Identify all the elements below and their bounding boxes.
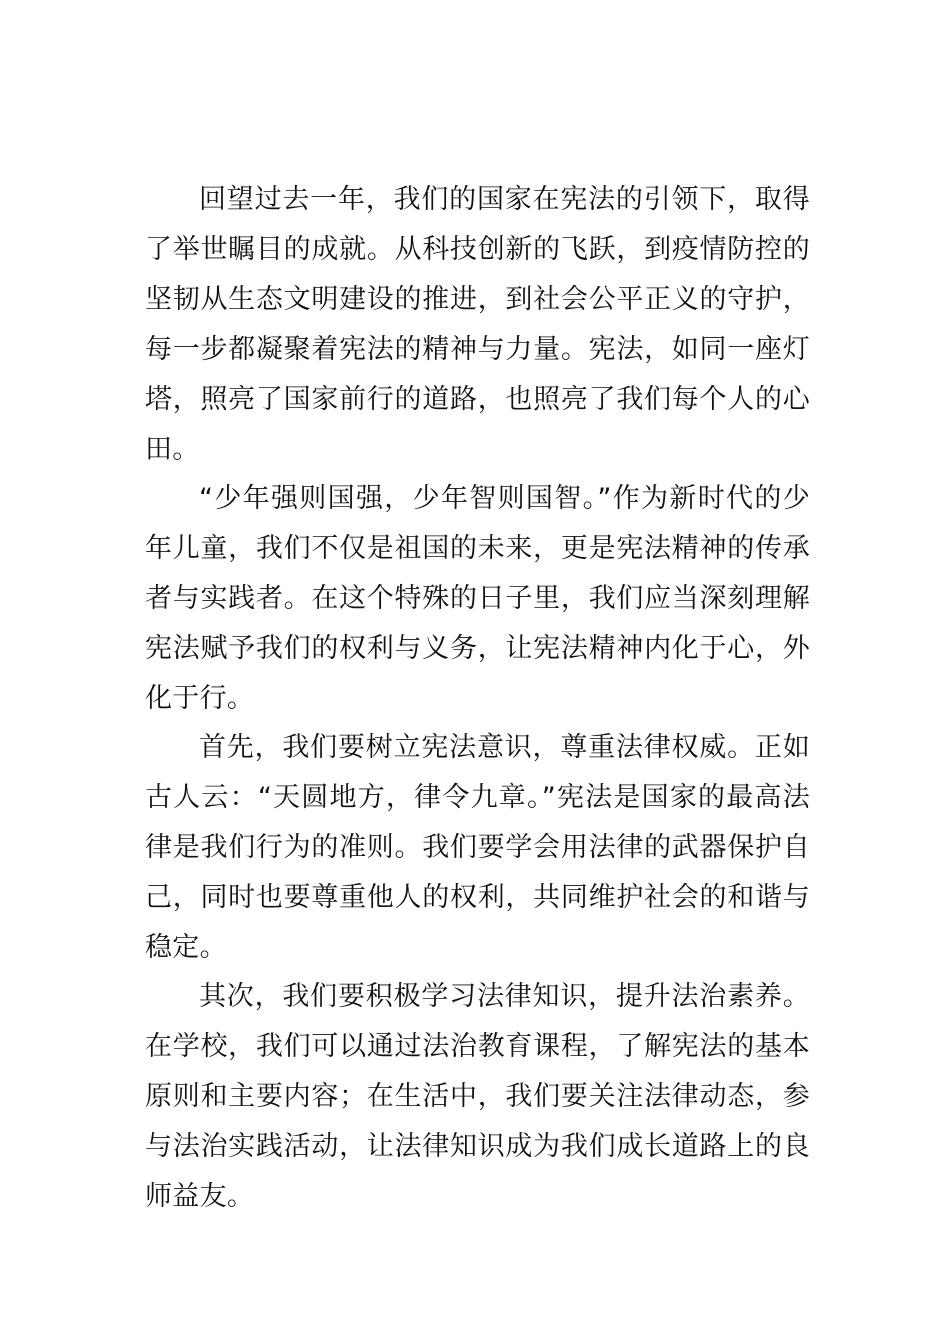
paragraph-1: 回望过去一年，我们的国家在宪法的引领下，取得了举世瞩目的成就。从科技创新的飞跃，到疫情防控的坚韧从生态文明建设的推进，到社会公平正义的守护，每一步都凝聚着宪法的精神与力量。宪法，如同一座灯塔，照亮了国家前行的道路，也照亮了我们每个人的心田。 (145, 184, 810, 465)
paragraph-4: 其次，我们要积极学习法律知识，提升法治素养。在学校，我们可以通过法治教育课程，了解宪法的基本原则和主要内容；在生活中，我们要关注法律动态，参与法治实践活动，让法律知识成为我们成长道路上的良师益友。 (145, 981, 810, 1212)
paragraph-2: “少年强则国强，少年智则国智。”作为新时代的少年儿童，我们不仅是祖国的未来，更是宪法精神的传承者与实践者。在这个特殊的日子里，我们应当深刻理解宪法赋予我们的权利与义务，让宪法精神内化于心，外化于行。 (145, 483, 810, 714)
paragraph-3: 首先，我们要树立宪法意识，尊重法律权威。正如古人云：“天圆地方，律令九章。”宪法是国家的最高法律是我们行为的准则。我们要学会用法律的武器保护自己，同时也要尊重他人的权利，共同维护社会的和谐与稳定。 (145, 732, 810, 963)
